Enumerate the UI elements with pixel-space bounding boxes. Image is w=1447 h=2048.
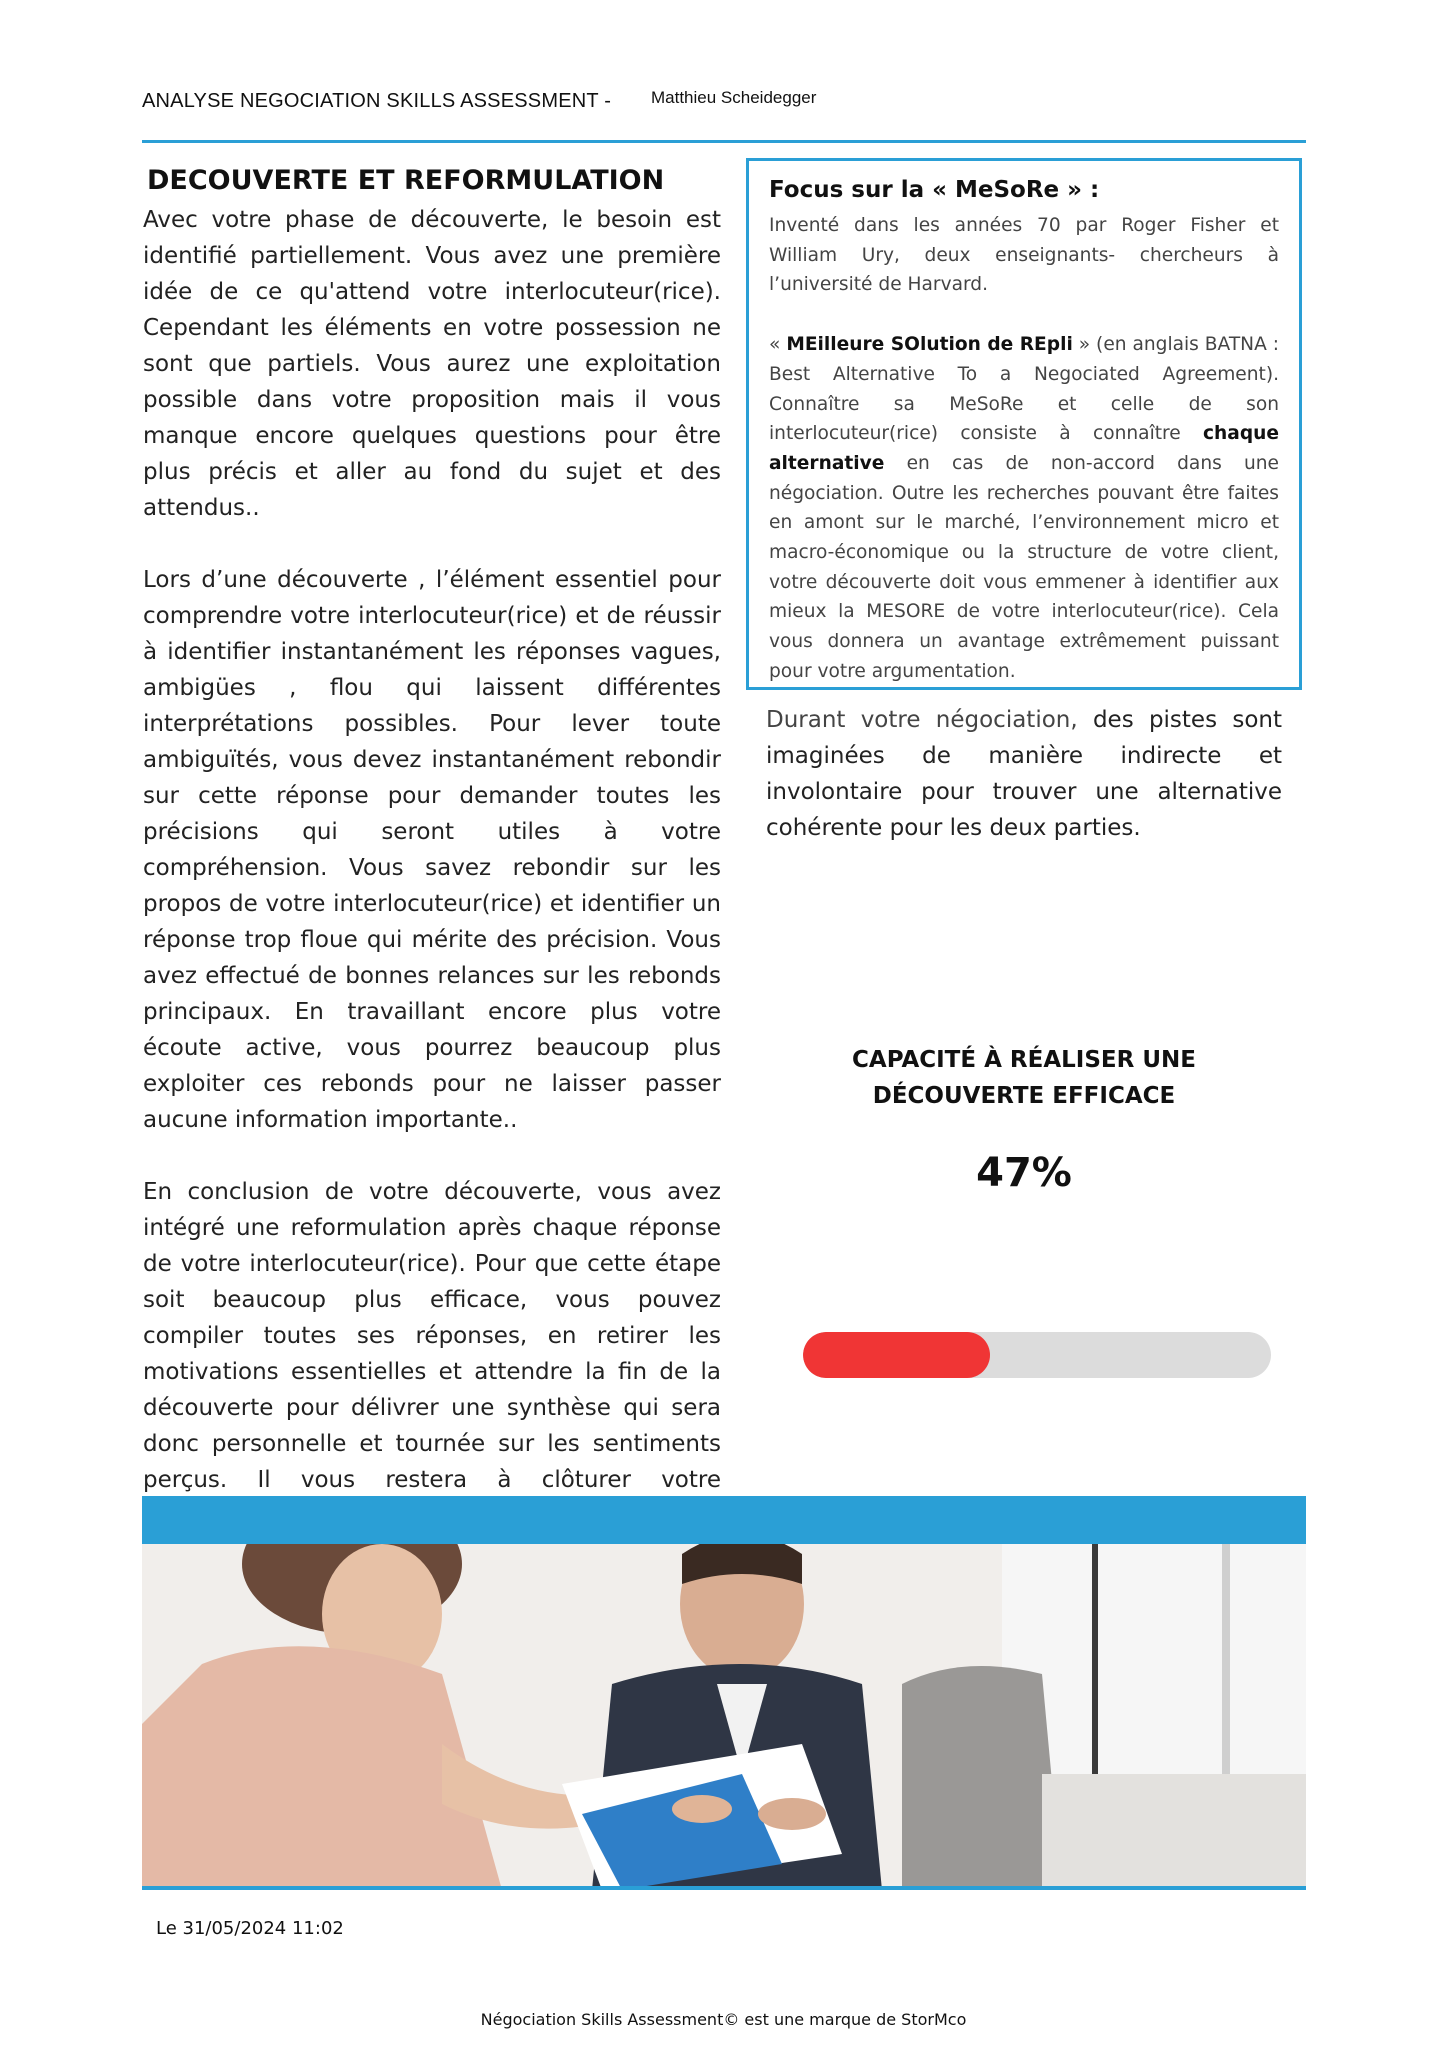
discovery-paragraph-2: Lors d’une découverte , l’élément essentiel pour comprendre votre interlocuteur(rice) et de réussir à identifier instantanément les réponses vagues, ambigües , flou qui laissent différentes interprétations possibles. Pour lever toute ambiguïtés, vous devez instantanément rebondir sur cette réponse pour demander toutes les précisions qui seront utiles à votre compréhension. Vous savez rebondir sur les propos de votre interlocuteur(rice) et identifier un réponse trop floue qui mérite des précision. Vous avez effectué de bonnes relances sur les rebonds principaux. En travaillant encore plus votre écoute active, vous pourrez beaucoup plus exploiter ces rebonds pour ne laisser passer aucune information importante.. [143,567,721,1133]
discovery-paragraph-1: Avec votre phase de découverte, le besoin est identifié partiellement. Vous avez une première idée de ce qu'attend votre interlocuteur(rice). Cependant les éléments en votre possession ne sont que partiels. Vous aurez une exploitation possible dans votre proposition mais il vous manque encore quelques questions pour être plus précis et aller au fond du sujet et des attendus.. [143,207,721,521]
header-divider [142,140,1306,143]
report-date: Le 31/05/2024 11:02 [156,1918,344,1939]
discovery-paragraph-3: En conclusion de votre découverte, vous avez intégré une reformulation après chaque réponse de votre interlocuteur(rice). Pour que cette étape soit beaucoup plus efficace, vous pouvez compiler toutes ses réponses, en retirer les motivations essentielles et attendre la fin de la découverte pour délivrer une synthèse qui sera donc personnelle et tournée sur les sentiments perçus. Il vous restera à clôturer votre [143,1179,721,1493]
meeting-photo [142,1544,1306,1890]
photo-banner [142,1496,1306,1544]
header-author: Matthieu Scheidegger [651,88,817,107]
capacity-value: 47% [976,1150,1072,1196]
footer-trademark: Négociation Skills Assessment© est une marque de StorMco [480,2010,967,2029]
focus-intro: Inventé dans les années 70 par Roger Fisher et William Ury, deux enseignants- chercheurs à l’université de Harvard. [769,215,1279,296]
focus-title: Focus sur la « MeSoRe » : [769,177,1100,203]
focus-box [746,158,1302,690]
capacity-progress-fill [803,1332,990,1378]
header-title: ANALYSE NEGOCIATION SKILLS ASSESSMENT - [142,90,612,112]
focus-definition [769,330,1279,686]
section-title: DECOUVERTE ET REFORMULATION [147,165,665,196]
focus-term-2: chaque alternative [769,423,1279,474]
business-meeting-illustration [142,1544,1306,1890]
focus-def-a: » (en anglais BATNA : Best Alternative To a Negociated Agreement). Connaître sa MeSoRe et celle de son interlocuteur(rice) consiste à connaître [769,334,1279,445]
capacity-progress-bar [803,1332,1271,1378]
negotiation-lead: Durant votre négociation, [766,707,1078,733]
left-column [143,202,721,1570]
quote-open: « [769,334,787,356]
negotiation-rest: des pistes sont imaginées de manière indirecte et involontaire pour trouver une alternative cohérente pour les deux parties. [766,707,1282,841]
focus-def-b: en cas de non-accord dans une négociation. Outre les recherches pouvant être faites en amont sur le marché, l’environnement micro et macro-économique ou la structure de votre client, votre découverte doit vous emmener à identifier aux mieux la MESORE de votre interlocuteur(rice). Cela vous donnera un avantage extrêmement puissant pour votre argumentation. [769,452,1279,682]
capacity-title: CAPACITÉ À RÉALISER UNE DÉCOUVERTE EFFICACE [852,1047,1196,1109]
focus-term: MEilleure SOlution de REpli [786,334,1073,356]
negotiation-paragraph [766,702,1282,846]
